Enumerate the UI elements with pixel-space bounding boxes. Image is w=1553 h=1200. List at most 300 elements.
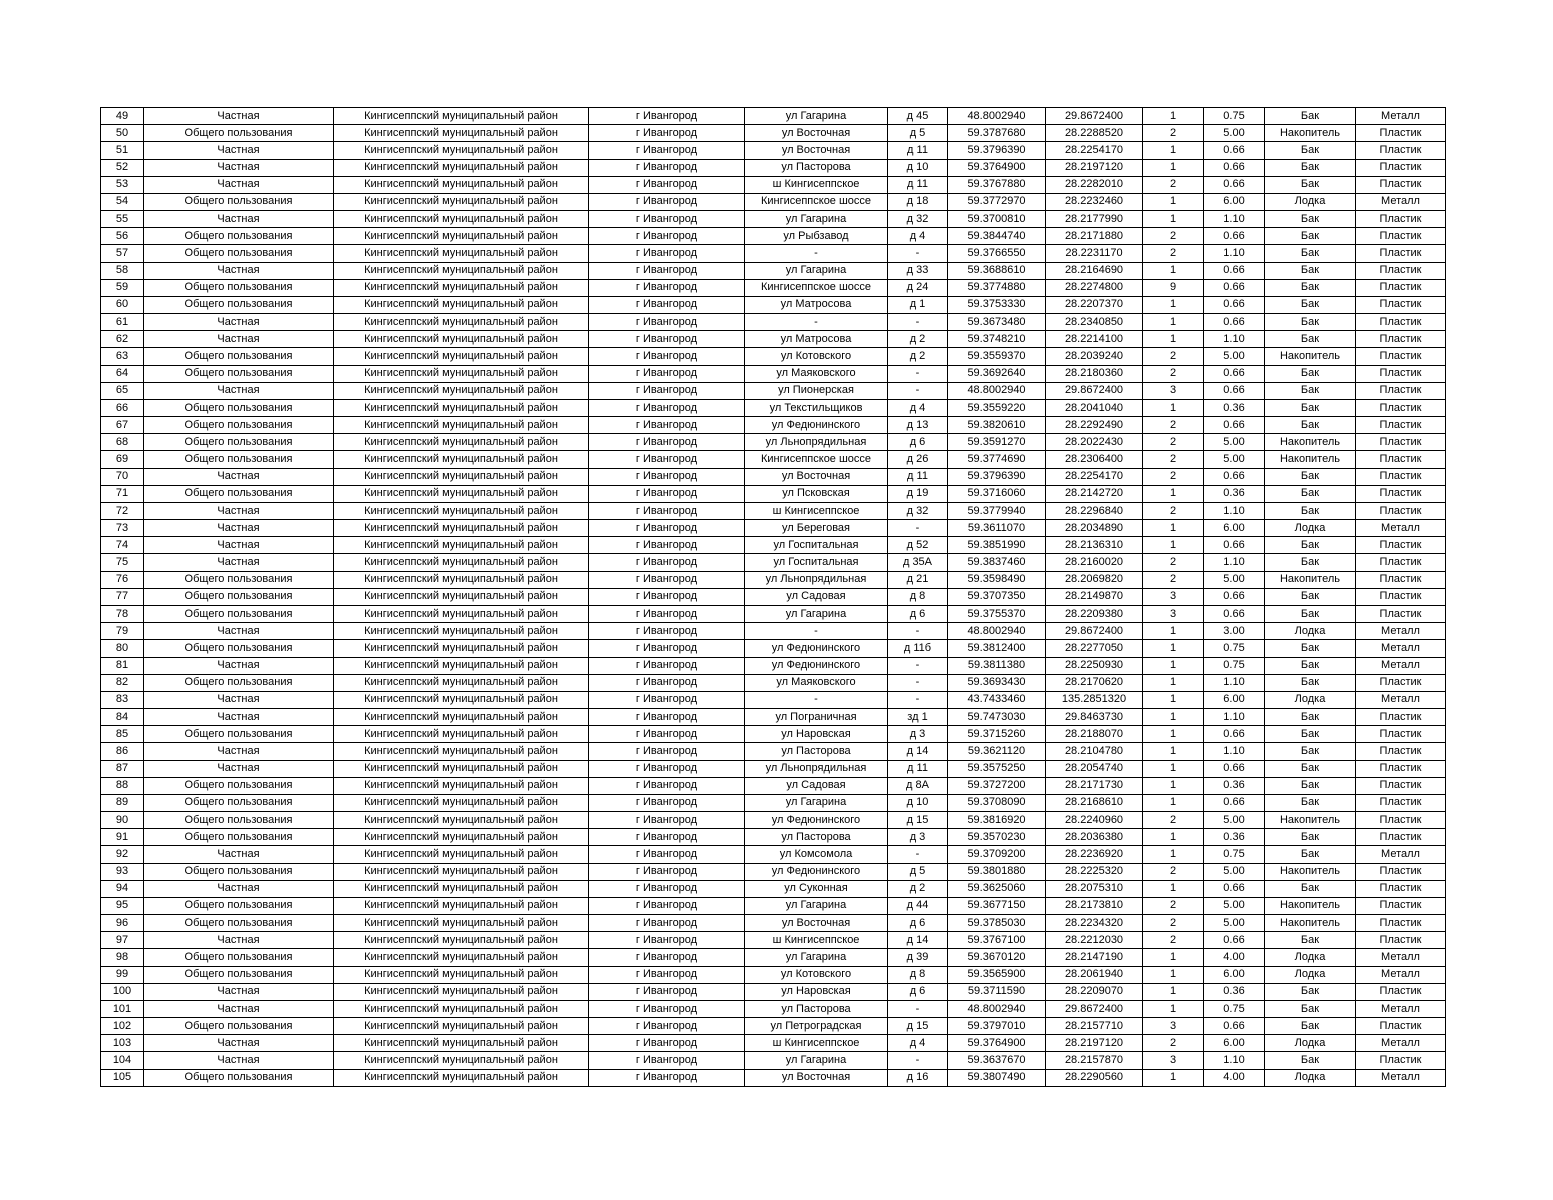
district-cell: Кингисеппский муниципальный район [334,949,589,966]
latitude-cell: 59.3779940 [948,502,1046,519]
city-cell: г Ивангород [589,296,745,313]
table-row [101,829,1446,846]
row-number-cell: 101 [101,1000,144,1017]
ownership-type-cell: Частная [144,520,334,537]
table-row [101,211,1446,228]
container-count-cell: 2 [1143,1035,1204,1052]
district-cell: Кингисеппский муниципальный район [334,571,589,588]
district-cell: Кингисеппский муниципальный район [334,193,589,210]
longitude-cell: 28.2290560 [1046,1069,1143,1086]
container-count-cell: 1 [1143,537,1204,554]
data-table [100,107,1446,1087]
ownership-type-cell: Общего пользования [144,812,334,829]
container-count-cell: 3 [1143,1052,1204,1069]
longitude-cell: 28.2069820 [1046,571,1143,588]
table-row [101,434,1446,451]
ownership-type-cell: Частная [144,382,334,399]
container-type-cell: Бак [1265,176,1356,193]
container-type-cell: Накопитель [1265,897,1356,914]
row-number-cell: 104 [101,1052,144,1069]
row-number-cell: 80 [101,640,144,657]
container-count-cell: 1 [1143,640,1204,657]
house-cell: д 10 [888,794,948,811]
material-cell: Пластик [1356,743,1446,760]
latitude-cell: 59.3785030 [948,915,1046,932]
house-cell: д 5 [888,125,948,142]
row-number-cell: 93 [101,863,144,880]
table-row [101,949,1446,966]
street-cell: ул Гагарина [745,211,888,228]
street-cell: ул Гагарина [745,108,888,125]
table-row [101,932,1446,949]
longitude-cell: 28.2034890 [1046,520,1143,537]
material-cell: Пластик [1356,932,1446,949]
district-cell: Кингисеппский муниципальный район [334,880,589,897]
latitude-cell: 59.3716060 [948,485,1046,502]
ownership-type-cell: Общего пользования [144,726,334,743]
latitude-cell: 59.3816920 [948,812,1046,829]
city-cell: г Ивангород [589,485,745,502]
district-cell: Кингисеппский муниципальный район [334,365,589,382]
latitude-cell: 59.3807490 [948,1069,1046,1086]
district-cell: Кингисеппский муниципальный район [334,605,589,622]
row-number-cell: 97 [101,932,144,949]
city-cell: г Ивангород [589,897,745,914]
longitude-cell: 28.2231170 [1046,245,1143,262]
house-cell: д 6 [888,434,948,451]
longitude-cell: 28.2036380 [1046,829,1143,846]
volume-cell: 0.75 [1204,1000,1265,1017]
container-type-cell: Бак [1265,554,1356,571]
street-cell: ул Пасторова [745,1000,888,1017]
table-row [101,125,1446,142]
ownership-type-cell: Общего пользования [144,193,334,210]
ownership-type-cell: Общего пользования [144,365,334,382]
district-cell: Кингисеппский муниципальный район [334,399,589,416]
house-cell: д 11 [888,468,948,485]
latitude-cell: 48.8002940 [948,1000,1046,1017]
street-cell: ул Котовского [745,348,888,365]
latitude-cell: 59.3764900 [948,159,1046,176]
street-cell: ул Суконная [745,880,888,897]
material-cell: Пластик [1356,382,1446,399]
city-cell: г Ивангород [589,880,745,897]
volume-cell: 0.66 [1204,228,1265,245]
street-cell: ул Маяковского [745,674,888,691]
ownership-type-cell: Общего пользования [144,228,334,245]
district-cell: Кингисеппский муниципальный район [334,743,589,760]
container-count-cell: 2 [1143,434,1204,451]
table-row [101,451,1446,468]
table-row [101,966,1446,983]
container-count-cell: 1 [1143,142,1204,159]
street-cell: ул Береговая [745,520,888,537]
street-cell: ул Пасторова [745,743,888,760]
street-cell: ул Восточная [745,1069,888,1086]
material-cell: Металл [1356,520,1446,537]
city-cell: г Ивангород [589,331,745,348]
latitude-cell: 59.3621120 [948,743,1046,760]
street-cell: ул Восточная [745,142,888,159]
volume-cell: 0.66 [1204,417,1265,434]
material-cell: Пластик [1356,709,1446,726]
street-cell: ул Федюнинского [745,640,888,657]
container-type-cell: Бак [1265,794,1356,811]
ownership-type-cell: Общего пользования [144,1069,334,1086]
district-cell: Кингисеппский муниципальный район [334,812,589,829]
row-number-cell: 87 [101,760,144,777]
longitude-cell: 28.2177990 [1046,211,1143,228]
latitude-cell: 59.3774690 [948,451,1046,468]
latitude-cell: 59.3688610 [948,262,1046,279]
ownership-type-cell: Общего пользования [144,399,334,416]
street-cell: ул Гагарина [745,949,888,966]
city-cell: г Ивангород [589,640,745,657]
container-count-cell: 2 [1143,932,1204,949]
container-type-cell: Лодка [1265,623,1356,640]
street-cell: ул Восточная [745,468,888,485]
longitude-cell: 28.2240960 [1046,812,1143,829]
volume-cell: 1.10 [1204,709,1265,726]
ownership-type-cell: Общего пользования [144,949,334,966]
street-cell: ул Петроградская [745,1018,888,1035]
volume-cell: 6.00 [1204,193,1265,210]
house-cell: д 14 [888,743,948,760]
table-row [101,228,1446,245]
ownership-type-cell: Общего пользования [144,1018,334,1035]
longitude-cell: 28.2171730 [1046,777,1143,794]
volume-cell: 0.66 [1204,726,1265,743]
container-count-cell: 1 [1143,520,1204,537]
row-number-cell: 95 [101,897,144,914]
table-row [101,863,1446,880]
ownership-type-cell: Общего пользования [144,863,334,880]
ownership-type-cell: Частная [144,932,334,949]
volume-cell: 0.66 [1204,262,1265,279]
volume-cell: 6.00 [1204,1035,1265,1052]
material-cell: Пластик [1356,296,1446,313]
latitude-cell: 59.3837460 [948,554,1046,571]
house-cell: зд 1 [888,709,948,726]
material-cell: Пластик [1356,417,1446,434]
row-number-cell: 55 [101,211,144,228]
row-number-cell: 105 [101,1069,144,1086]
volume-cell: 0.66 [1204,932,1265,949]
material-cell: Металл [1356,949,1446,966]
table-row [101,691,1446,708]
longitude-cell: 28.2188070 [1046,726,1143,743]
longitude-cell: 28.2104780 [1046,743,1143,760]
container-type-cell: Бак [1265,502,1356,519]
district-cell: Кингисеппский муниципальный район [334,932,589,949]
ownership-type-cell: Частная [144,623,334,640]
longitude-cell: 28.2041040 [1046,399,1143,416]
house-cell: д 1 [888,296,948,313]
table-row [101,108,1446,125]
ownership-type-cell: Частная [144,554,334,571]
house-cell: д 32 [888,211,948,228]
container-count-cell: 2 [1143,176,1204,193]
ownership-type-cell: Общего пользования [144,434,334,451]
district-cell: Кингисеппский муниципальный район [334,1069,589,1086]
volume-cell: 6.00 [1204,520,1265,537]
house-cell: д 16 [888,1069,948,1086]
ownership-type-cell: Частная [144,880,334,897]
city-cell: г Ивангород [589,537,745,554]
container-count-cell: 3 [1143,1018,1204,1035]
district-cell: Кингисеппский муниципальный район [334,502,589,519]
ownership-type-cell: Частная [144,691,334,708]
volume-cell: 0.75 [1204,846,1265,863]
street-cell: ш Кингисеппское [745,932,888,949]
city-cell: г Ивангород [589,228,745,245]
house-cell: д 45 [888,108,948,125]
city-cell: г Ивангород [589,1035,745,1052]
volume-cell: 5.00 [1204,915,1265,932]
longitude-cell: 29.8672400 [1046,1000,1143,1017]
city-cell: г Ивангород [589,451,745,468]
row-number-cell: 81 [101,657,144,674]
volume-cell: 3.00 [1204,623,1265,640]
container-count-cell: 1 [1143,829,1204,846]
row-number-cell: 54 [101,193,144,210]
container-count-cell: 1 [1143,262,1204,279]
house-cell: - [888,520,948,537]
row-number-cell: 91 [101,829,144,846]
material-cell: Пластик [1356,605,1446,622]
table-row [101,262,1446,279]
row-number-cell: 92 [101,846,144,863]
container-type-cell: Лодка [1265,193,1356,210]
street-cell: ул Гагарина [745,794,888,811]
material-cell: Пластик [1356,485,1446,502]
longitude-cell: 28.2022430 [1046,434,1143,451]
street-cell: ул Садовая [745,588,888,605]
city-cell: г Ивангород [589,726,745,743]
material-cell: Пластик [1356,812,1446,829]
table-row [101,245,1446,262]
table-row [101,915,1446,932]
street-cell: ул Маяковского [745,365,888,382]
row-number-cell: 76 [101,571,144,588]
house-cell: д 3 [888,726,948,743]
table-row [101,537,1446,554]
table-row [101,674,1446,691]
table-row [101,296,1446,313]
district-cell: Кингисеппский муниципальный район [334,417,589,434]
table-row [101,880,1446,897]
material-cell: Пластик [1356,348,1446,365]
street-cell: ул Льнопрядильная [745,434,888,451]
container-type-cell: Бак [1265,142,1356,159]
container-type-cell: Накопитель [1265,348,1356,365]
latitude-cell: 59.3820610 [948,417,1046,434]
container-type-cell: Бак [1265,382,1356,399]
house-cell: - [888,1000,948,1017]
city-cell: г Ивангород [589,417,745,434]
city-cell: г Ивангород [589,983,745,1000]
street-cell: Кингисеппское шоссе [745,451,888,468]
ownership-type-cell: Общего пользования [144,829,334,846]
ownership-type-cell: Частная [144,176,334,193]
city-cell: г Ивангород [589,674,745,691]
city-cell: г Ивангород [589,657,745,674]
container-type-cell: Бак [1265,211,1356,228]
table-row [101,588,1446,605]
street-cell: ул Пасторова [745,829,888,846]
street-cell: ул Гагарина [745,1052,888,1069]
volume-cell: 0.66 [1204,605,1265,622]
city-cell: г Ивангород [589,691,745,708]
container-count-cell: 1 [1143,966,1204,983]
container-count-cell: 1 [1143,760,1204,777]
ownership-type-cell: Частная [144,159,334,176]
longitude-cell: 28.2157710 [1046,1018,1143,1035]
table-row [101,760,1446,777]
district-cell: Кингисеппский муниципальный район [334,863,589,880]
city-cell: г Ивангород [589,399,745,416]
row-number-cell: 72 [101,502,144,519]
table-row [101,485,1446,502]
ownership-type-cell: Общего пользования [144,451,334,468]
table-row [101,623,1446,640]
city-cell: г Ивангород [589,760,745,777]
volume-cell: 0.36 [1204,777,1265,794]
row-number-cell: 98 [101,949,144,966]
container-type-cell: Бак [1265,314,1356,331]
container-type-cell: Накопитель [1265,915,1356,932]
city-cell: г Ивангород [589,1018,745,1035]
volume-cell: 5.00 [1204,571,1265,588]
street-cell: ул Федюнинского [745,812,888,829]
material-cell: Пластик [1356,983,1446,1000]
table-row [101,726,1446,743]
district-cell: Кингисеппский муниципальный район [334,1052,589,1069]
material-cell: Пластик [1356,863,1446,880]
city-cell: г Ивангород [589,863,745,880]
row-number-cell: 88 [101,777,144,794]
ownership-type-cell: Частная [144,983,334,1000]
street-cell: ул Комсомола [745,846,888,863]
street-cell: Кингисеппское шоссе [745,279,888,296]
row-number-cell: 84 [101,709,144,726]
ownership-type-cell: Общего пользования [144,674,334,691]
latitude-cell: 59.3844740 [948,228,1046,245]
house-cell: д 11 [888,142,948,159]
latitude-cell: 59.3787680 [948,125,1046,142]
longitude-cell: 28.2282010 [1046,176,1143,193]
latitude-cell: 59.3851990 [948,537,1046,554]
district-cell: Кингисеппский муниципальный район [334,348,589,365]
ownership-type-cell: Частная [144,743,334,760]
row-number-cell: 86 [101,743,144,760]
row-number-cell: 65 [101,382,144,399]
latitude-cell: 59.3715260 [948,726,1046,743]
street-cell: ш Кингисеппское [745,176,888,193]
container-count-cell: 9 [1143,279,1204,296]
city-cell: г Ивангород [589,211,745,228]
row-number-cell: 75 [101,554,144,571]
latitude-cell: 59.3707350 [948,588,1046,605]
latitude-cell: 59.3748210 [948,331,1046,348]
container-count-cell: 2 [1143,502,1204,519]
container-type-cell: Бак [1265,760,1356,777]
street-cell: ул Восточная [745,915,888,932]
volume-cell: 0.66 [1204,468,1265,485]
container-type-cell: Бак [1265,829,1356,846]
city-cell: г Ивангород [589,588,745,605]
ownership-type-cell: Частная [144,314,334,331]
row-number-cell: 63 [101,348,144,365]
house-cell: д 5 [888,863,948,880]
house-cell: д 11 [888,176,948,193]
latitude-cell: 59.3575250 [948,760,1046,777]
volume-cell: 0.66 [1204,176,1265,193]
longitude-cell: 28.2136310 [1046,537,1143,554]
table-row [101,846,1446,863]
volume-cell: 5.00 [1204,863,1265,880]
table-row [101,520,1446,537]
volume-cell: 0.66 [1204,314,1265,331]
longitude-cell: 28.2306400 [1046,451,1143,468]
container-type-cell: Бак [1265,399,1356,416]
city-cell: г Ивангород [589,709,745,726]
city-cell: г Ивангород [589,502,745,519]
longitude-cell: 28.2340850 [1046,314,1143,331]
material-cell: Пластик [1356,399,1446,416]
city-cell: г Ивангород [589,159,745,176]
container-type-cell: Бак [1265,485,1356,502]
longitude-cell: 28.2170620 [1046,674,1143,691]
longitude-cell: 28.2207370 [1046,296,1143,313]
container-count-cell: 1 [1143,743,1204,760]
table-row [101,417,1446,434]
city-cell: г Ивангород [589,605,745,622]
table-row [101,468,1446,485]
latitude-cell: 59.3774880 [948,279,1046,296]
container-count-cell: 1 [1143,331,1204,348]
latitude-cell: 59.3812400 [948,640,1046,657]
volume-cell: 0.36 [1204,983,1265,1000]
row-number-cell: 85 [101,726,144,743]
material-cell: Пластик [1356,897,1446,914]
volume-cell: 4.00 [1204,949,1265,966]
latitude-cell: 59.3637670 [948,1052,1046,1069]
district-cell: Кингисеппский муниципальный район [334,211,589,228]
street-cell: ул Рыбзавод [745,228,888,245]
latitude-cell: 59.3673480 [948,314,1046,331]
longitude-cell: 28.2288520 [1046,125,1143,142]
row-number-cell: 70 [101,468,144,485]
district-cell: Кингисеппский муниципальный район [334,228,589,245]
longitude-cell: 28.2212030 [1046,932,1143,949]
ownership-type-cell: Общего пользования [144,794,334,811]
volume-cell: 0.75 [1204,108,1265,125]
table-row [101,1035,1446,1052]
row-number-cell: 49 [101,108,144,125]
container-type-cell: Бак [1265,1018,1356,1035]
material-cell: Металл [1356,640,1446,657]
material-cell: Пластик [1356,314,1446,331]
street-cell: ул Псковская [745,485,888,502]
longitude-cell: 28.2296840 [1046,502,1143,519]
table-row [101,176,1446,193]
longitude-cell: 28.2274800 [1046,279,1143,296]
latitude-cell: 59.3570230 [948,829,1046,846]
house-cell: - [888,1052,948,1069]
district-cell: Кингисеппский муниципальный район [334,554,589,571]
row-number-cell: 102 [101,1018,144,1035]
